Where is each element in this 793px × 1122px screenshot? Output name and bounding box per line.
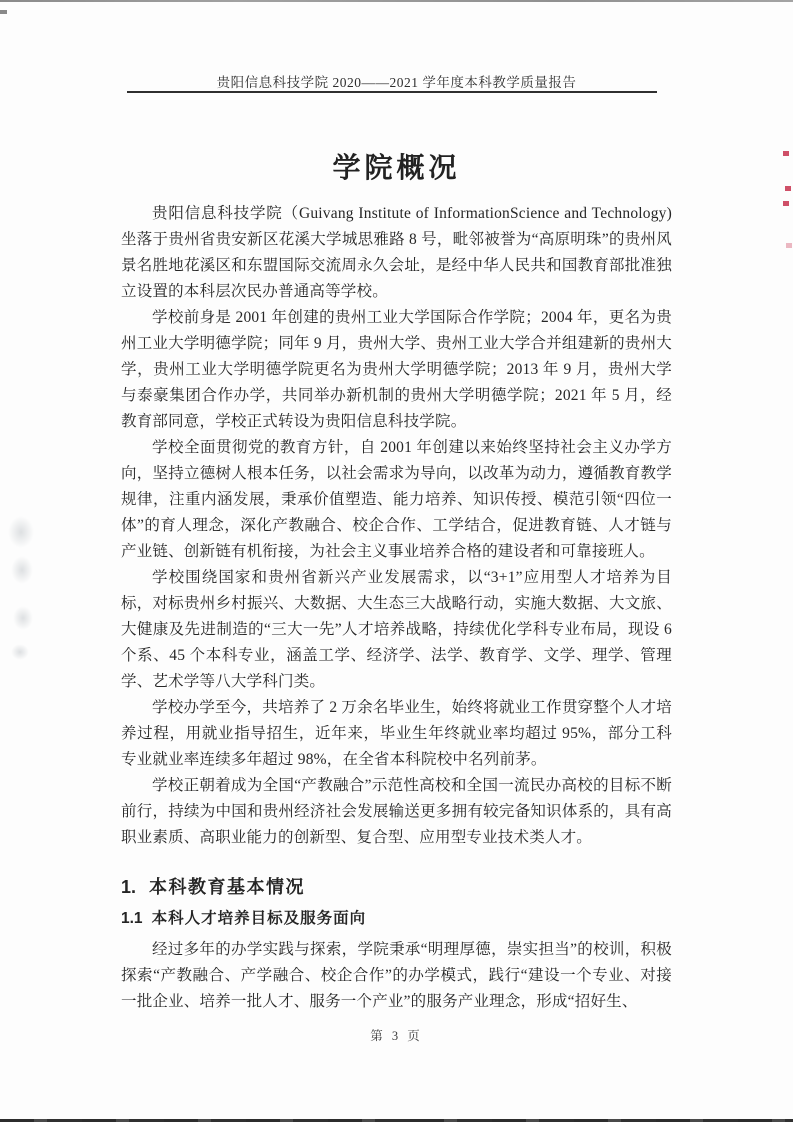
page-number: 第 3 页 — [370, 1029, 423, 1043]
subsection-number: 1.1 — [121, 910, 143, 927]
section-heading — [121, 874, 672, 901]
paragraph-discipline-layout: 学校围绕国家和贵州省新兴产业发展需求，以“3+1”应用型人才培养为目标，对标贵州乡村振兴、大数据、大生态三大战略行动，实施大数据、大文旅、大健康及先进制造的“三大一先”人才培养战略，持续优化学科专业布局，现设 6 个系、45 个本科专业，涵盖工学、经济学、法学、教育学、文学、理学、管理学、艺术学等八大学科门类。 — [121, 569, 672, 690]
paragraph-development-goal: 学校正朝着成为全国“产教融合”示范性高校和全国一流民办高校的目标不断前行，持续为中国和贵州经济社会发展输送更多拥有较完备知识体系的，具有高职业素质、高职业能力的创新型、复合型、应用型专业技术类人才。 — [121, 777, 672, 846]
section-title: 本科教育基本情况 — [149, 877, 306, 897]
paragraph-school-history: 学校前身是 2001 年创建的贵州工业大学国际合作学院；2004 年，更名为贵州工业大学明德学院；同年 9 月，贵州大学、贵州工业大学合并组建新的贵州大学，贵州工业大学明德学院更名为贵州大学明德学院；2013 年 9 月，贵州大学与泰豪集团合作办学，共同举办新机制的贵州大学明德学院；2021 年 5 月，经教育部同意，学校正式转设为贵阳信息科技学院。 — [121, 309, 672, 430]
scan-ghost-smudge — [11, 556, 33, 584]
scan-red-mark — [783, 151, 789, 156]
subsection-heading — [121, 906, 672, 931]
subsection-title: 本科人才培养目标及服务面向 — [151, 910, 367, 927]
document-title: 学院概况 — [332, 152, 461, 183]
section-number: 1. — [121, 877, 137, 897]
scan-left-edge-tick — [0, 10, 7, 14]
scan-ghost-smudge — [13, 606, 33, 630]
scan-red-mark — [783, 201, 789, 206]
paragraph-education-policy: 学校全面贯彻党的教育方针，自 2001 年创建以来始终坚持社会主义办学方向，坚持立德树人根本任务，以社会需求为导向，以改革为动力，遵循教育教学规律，注重内涵发展，秉承价值塑造、能力培养、知识传授、模范引领“四位一体”的育人理念，深化产教融合、校企合作、工学结合，促进教育链、人才链与产业链、创新链有机衔接，为社会主义事业培养合格的建设者和可靠接班人。 — [121, 439, 672, 560]
paragraph-training-goal: 经过多年的办学实践与探索，学院秉承“明理厚德，崇实担当”的校训，积极探索“产教融合、产学融合、校企合作”的办学模式，践行“建设一个专业、对接一批企业、培养一批人才、服务一个产业”的服务产业理念，形成“招好生、 — [121, 941, 672, 1010]
scan-ghost-smudge — [11, 644, 29, 660]
scan-red-mark — [785, 186, 791, 191]
document-body — [121, 201, 672, 1015]
header-rule — [127, 91, 657, 93]
paragraph-graduates-employment: 学校办学至今，共培养了 2 万余名毕业生，始终将就业工作贯穿整个人才培养过程，用就业指导招生，近年来，毕业生年终就业率均超过 95%，部分工科专业就业率连续多年超过 98%，在全省本科院校中名列前茅。 — [121, 699, 672, 768]
scan-top-edge — [0, 0, 793, 2]
scan-ghost-smudge — [8, 516, 34, 548]
paragraph-school-intro: 贵阳信息科技学院（Guivang Institute of InformationScience and Technology)坐落于贵州省贵安新区花溪大学城思雅路 8 号，毗邻被誉为“高原明珠”的贵州风景名胜地花溪区和东盟国际交流周永久会址，是经中华人民共和国教育部批准独立设置的本科层次民办普通高等学校。 — [121, 205, 672, 300]
running-header: 贵阳信息科技学院 2020——2021 学年度本科教学质量报告 — [216, 75, 577, 90]
scan-red-mark — [786, 243, 792, 248]
